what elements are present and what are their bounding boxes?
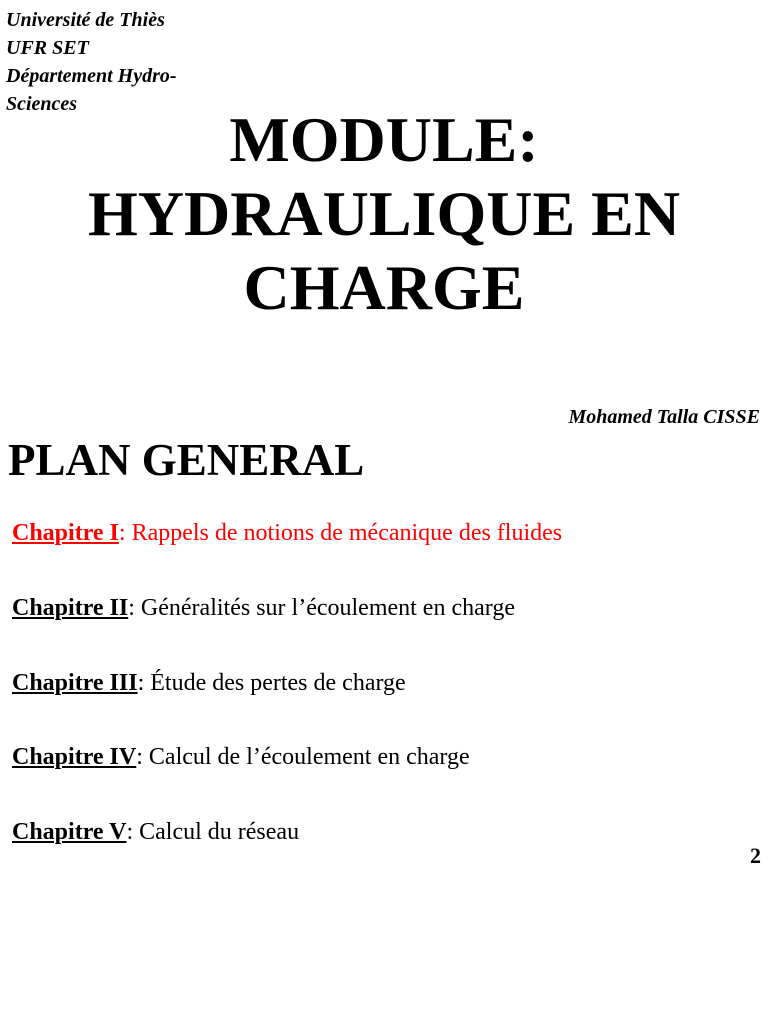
- institution-department: Département Hydro-: [6, 65, 177, 87]
- chapter-item-3: [12, 666, 406, 700]
- chapter-item-2: [12, 591, 515, 625]
- module-title: [0, 103, 768, 325]
- chapter-label: Chapitre V: [12, 819, 127, 845]
- chapter-title: : Généralités sur l’écoulement en charge: [128, 595, 515, 621]
- page-number: 2: [750, 843, 761, 868]
- module-title-line-2: HYDRAULIQUE EN: [87, 178, 681, 249]
- chapter-label: Chapitre III: [12, 670, 138, 696]
- chapter-label: Chapitre II: [12, 595, 129, 621]
- chapter-title: : Étude des pertes de charge: [137, 670, 406, 696]
- institution-university: Université de Thiès: [6, 9, 165, 31]
- author-name: Mohamed Talla CISSE: [568, 406, 760, 428]
- plan-title: PLAN GENERAL: [8, 435, 365, 485]
- institution-header: [6, 6, 236, 118]
- institution-department-cont: Sciences: [6, 93, 78, 115]
- institution-faculty: UFR SET: [6, 37, 89, 59]
- chapter-label: Chapitre IV: [12, 744, 137, 770]
- chapter-item-5: [12, 815, 299, 849]
- module-title-line-3: CHARGE: [243, 252, 525, 323]
- chapter-title: : Rappels de notions de mécanique des fluides: [118, 520, 563, 546]
- module-title-line-1: MODULE:: [229, 104, 539, 175]
- chapter-item-4: [12, 740, 470, 774]
- chapter-title: : Calcul du réseau: [126, 819, 300, 845]
- chapter-title: : Calcul de l’écoulement en charge: [136, 744, 470, 770]
- chapter-label: Chapitre I: [12, 520, 119, 546]
- chapter-item-1: [12, 516, 562, 550]
